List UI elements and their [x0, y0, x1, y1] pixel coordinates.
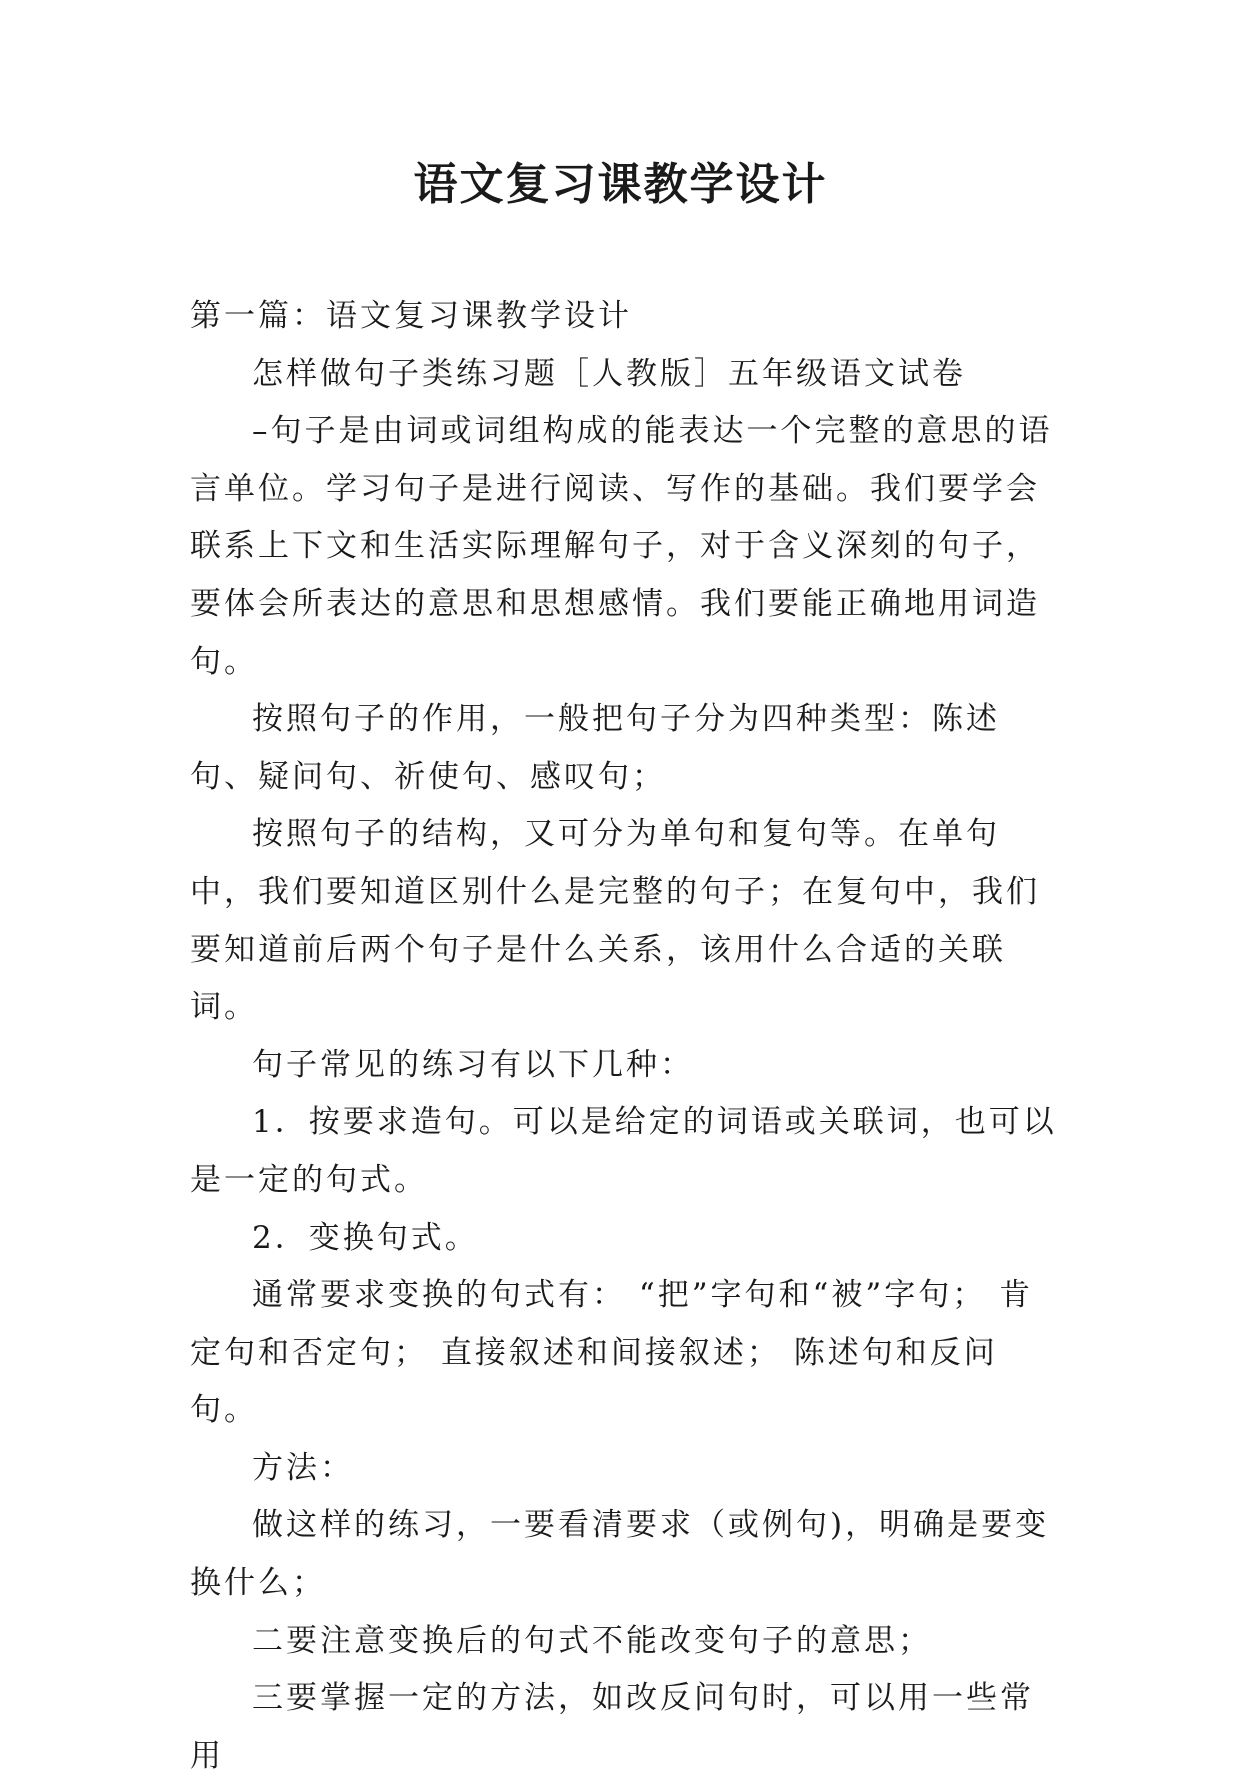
paragraph: 2．变换句式。: [252, 1219, 479, 1256]
paragraph: 句子常见的练习有以下几种：: [252, 1046, 694, 1083]
document-body: [190, 288, 1060, 1785]
document-title: 语文复习课教学设计: [413, 159, 828, 210]
paragraph: 第一篇：语文复习课教学设计: [190, 298, 632, 334]
paragraph: –句子是由词或词组构成的能表达一个完整的意思的语言单位。学习句子是进行阅读、写作的基础。我们要学会联系上下文和生活实际理解句子，对于含义深刻的句子，要体会所表达的意思和思想感情。我们要能正确地用词造句。: [190, 413, 1053, 680]
paragraph: 1．按要求造句。可以是给定的词语或关联词，也可以是一定的句式。: [190, 1104, 1057, 1198]
paragraph: 怎样做句子类练习题［人教版］五年级语文试卷: [252, 355, 966, 392]
paragraph: 通常要求变换的句式有： “把”字句和“被”字句； 肯定句和否定句； 直接叙述和间接叙述； 陈述句和反问句。: [190, 1277, 1034, 1429]
paragraph: 三要掌握一定的方法，如改反问句时，可以用一些常用: [190, 1680, 1034, 1774]
paragraph: 做这样的练习，一要看清要求（或例句)，明确是要变换什么；: [190, 1507, 1050, 1602]
paragraph: 按照句子的作用，一般把句子分为四种类型：陈述句、疑问句、祈使句、感叹句；: [190, 701, 1000, 795]
paragraph: 二要注意变换后的句式不能改变句子的意思；: [252, 1622, 932, 1659]
paragraph: 方法：: [252, 1449, 354, 1486]
paragraph: 按照句子的结构，又可分为单句和复句等。在单句中，我们要知道区别什么是完整的句子；在复句中，我们要知道前后两个句子是什么关系，该用什么合适的关联词。: [190, 816, 1040, 1026]
